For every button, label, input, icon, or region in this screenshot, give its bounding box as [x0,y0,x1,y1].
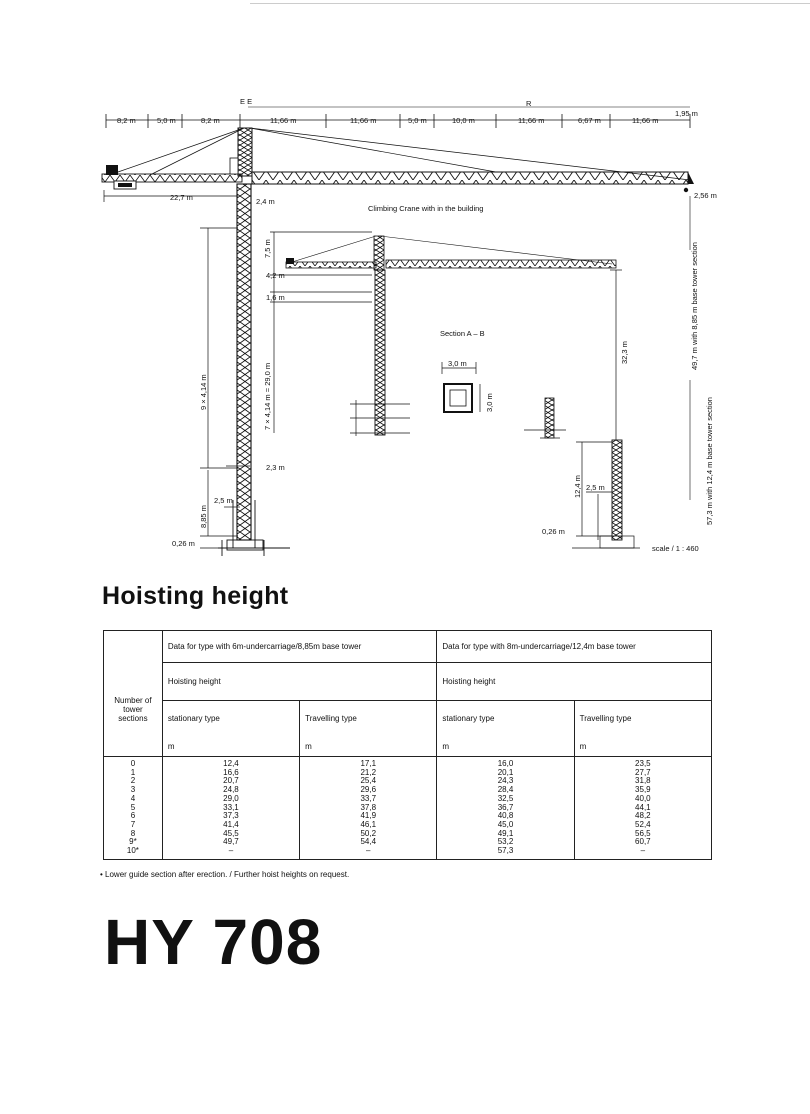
section-width-dim: 3,0 m [448,359,467,368]
section-title: Section A – B [440,329,485,338]
g2-travelling-unit: m [574,737,711,757]
main-crane [102,97,717,556]
table-cell-value: 27,7 [635,767,651,777]
table-cell-value: 23,5 [635,759,651,768]
group1-hoisting-height: Hoisting height [162,663,437,701]
radius-label: R [526,99,532,108]
g2-travelling-header: Travelling type [574,701,711,737]
table-cell-value: 41,4 [223,819,239,829]
top-dim-label: 5,0 m [157,116,176,125]
top-dim-label: 6,67 m [578,116,601,125]
table-cell-value: 1 [130,767,136,777]
table-cell-value: 46,1 [360,819,377,829]
right-tower [542,270,640,548]
side-label-base-8-85: 49,7 m with 8,85 m base tower section [690,242,699,370]
group2-header: Data for type with 8m-undercarriage/12,4m base tower [437,631,712,663]
g1-travelling-header: Travelling type [300,701,437,737]
mast-detail [524,398,566,438]
top-dim-label: 8,2 m [117,116,136,125]
top-dim-label: 11,66 m [632,116,659,125]
model-title: HY 708 [104,906,323,978]
table-cell-value: 24,3 [497,776,514,786]
row-header: Number of tower sections [104,663,163,757]
table-cell-value: 6 [130,811,136,821]
ee-label: E E [240,97,253,106]
table-cell-value: 20,1 [497,767,514,777]
table-cell-value: 41,9 [360,811,377,821]
table-cell-value: 52,4 [635,819,651,829]
table-cell-value: 16,6 [223,767,239,777]
table-cell-value: 16,0 [497,759,514,768]
table-cell-value: 57,3 [497,846,514,856]
table-cell-value: 33,7 [360,793,377,803]
top-dim-label: 11,66 m [350,116,377,125]
table-cell-value: 45,5 [223,828,239,838]
counter-jib-dim: 22,7 m [170,193,193,202]
g2-travelling-column [574,757,711,860]
table-cell-value: 33,1 [223,802,239,812]
table-cell-value: 49,7 [223,837,239,847]
table-cell-value: 48,2 [635,811,651,821]
table-cell-value: – [640,846,646,856]
table-cell-value: 60,7 [635,837,651,847]
jib-end-dim: 2,56 m [694,191,717,200]
table-cell-value: 28,4 [497,785,514,795]
table-cell-value: 29,6 [360,785,377,795]
table-cell-value: – [366,846,371,856]
table-cell-value: 31,8 [635,776,651,786]
g2-stationary-header: stationary type [437,701,574,737]
g2-stationary-column [437,757,574,860]
table-cell-value: 32,5 [497,793,514,803]
table-cell-value: 7 [130,819,136,829]
climb-dim-1: 7,5 m [263,239,272,258]
table-cell-value: 36,7 [497,802,514,812]
group2-hoisting-height: Hoisting height [437,663,712,701]
right-base-dim: 12,4 m [573,475,582,498]
table-cell-value: 37,8 [360,802,377,812]
climb-sections-dim: 7 × 4,14 m = 29,0 m [263,362,272,430]
footnote: • Lower guide section after erection. / Further hoist heights on request. [100,870,350,879]
top-dim-label: 11,66 m [270,116,297,125]
table-cell-value: 25,4 [360,776,377,786]
top-dim-label: 10,0 m [452,116,475,125]
table-cell-value: 3 [130,785,136,795]
top-dim-label: 8,2 m [201,116,220,125]
table-cell-value: 9* [129,837,137,847]
table-cell-value: 50,2 [360,828,377,838]
table-cell-value: 56,5 [635,828,651,838]
foundation-dim: 0,26 m [172,539,195,548]
scale-label: scale / 1 : 460 [652,544,699,553]
group1-header: Data for type with 6m-undercarriage/8,85m base tower [162,631,437,663]
side-label-base-12-4: 57,3 m with 12,4 m base tower section [705,397,714,525]
g1-travelling-column [300,757,437,860]
base-tower-dim: 8,85 m [199,505,208,528]
hoisting-height-heading: Hoisting height [102,582,289,610]
tower-sections-dim: 9 × 4,14 m [199,374,208,410]
top-dim-label: 5,0 m [408,116,427,125]
section-depth-dim: 3,0 m [485,393,494,412]
table-cell-value: 45,0 [497,819,514,829]
sections-column [104,757,163,860]
table-cell-value: 49,1 [497,828,514,838]
mast-offset-dim: 2,4 m [256,197,275,206]
table-cell-value: 4 [130,793,136,803]
base-width-dim: 2,5 m [214,496,233,505]
table-cell-value: 53,2 [497,837,514,847]
g1-stationary-unit: m [162,737,299,757]
table-cell-value: 29,0 [223,793,239,803]
table-cell-value: 44,1 [635,802,651,812]
table-cell-value: 54,4 [360,837,377,847]
table-cell-value: – [228,846,234,856]
hoisting-height-table [103,630,712,860]
table-cell-value: 40,8 [497,811,514,821]
table-cell-value: 5 [130,802,136,812]
table-cell-value: 2 [130,776,136,786]
section-a-b [442,359,494,412]
height-dim: 32,3 m [620,341,629,364]
table-cell-value: 8 [130,828,136,838]
table-cell-value: 24,8 [223,785,239,795]
g1-stationary-header: stationary type [162,701,299,737]
table-cell-value: 12,4 [223,759,239,768]
climb-dim-2: 4,2 m [266,271,285,280]
g1-stationary-column [162,757,299,860]
empty-corner-cell [104,631,163,663]
mast-width-dim: 2,3 m [266,463,285,472]
g2-stationary-unit: m [437,737,574,757]
jib-tip-dim: 1,95 m [675,109,698,118]
climb-dim-3: 1,6 m [266,293,285,302]
top-dimension-labels [117,116,659,125]
table-cell-value: 21,2 [360,767,377,777]
climbing-crane-title: Climbing Crane with in the building [368,204,484,213]
g1-travelling-unit: m [300,737,437,757]
right-width-dim: 2,5 m [586,483,605,492]
top-dim-label: 11,66 m [518,116,545,125]
table-cell-value: 20,7 [223,776,239,786]
table-cell-value: 35,9 [635,785,651,795]
table-cell-value: 17,1 [360,759,377,768]
table-cell-value: 37,3 [223,811,239,821]
right-foundation-dim: 0,26 m [542,527,565,536]
table-cell-value: 40,0 [635,793,651,803]
table-cell-value: 10* [126,846,139,856]
table-cell-value: 0 [130,759,136,768]
